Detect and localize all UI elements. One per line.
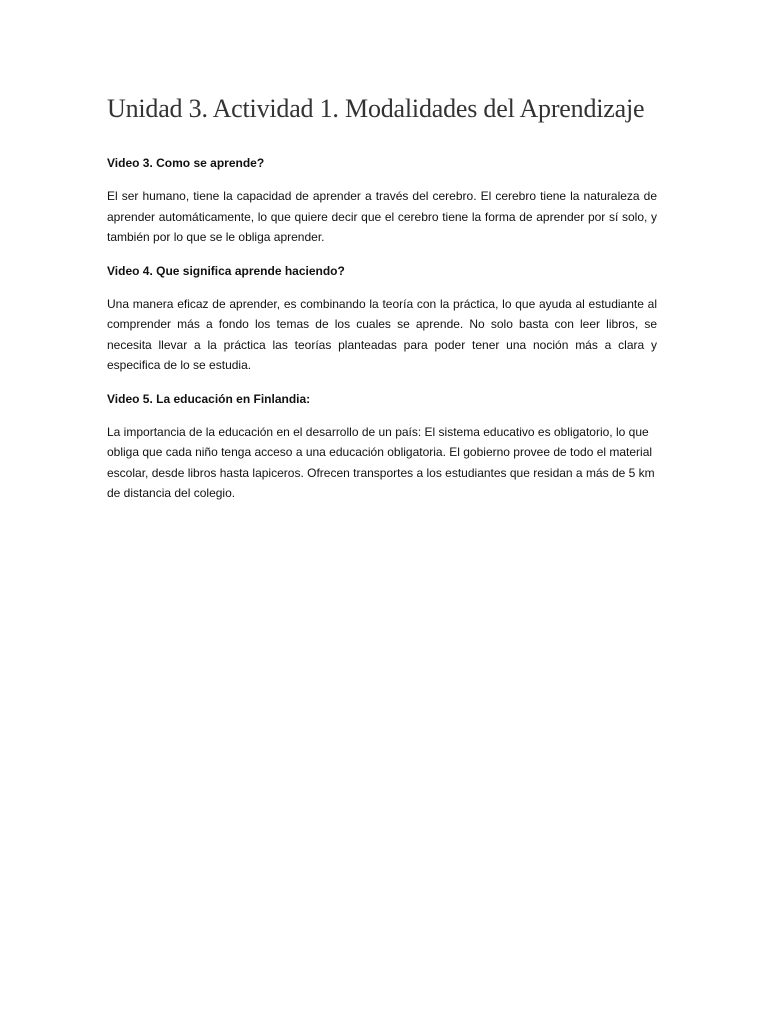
document-title: Unidad 3. Actividad 1. Modalidades del Aprendizaje <box>107 94 645 123</box>
section-video-4 <box>107 262 657 376</box>
section-paragraph: Una manera eficaz de aprender, es combinando la teoría con la práctica, lo que ayuda al estudiante al comprender más a fondo los temas de los cuales se aprende. No solo basta con leer libros, se necesita llevar a la práctica las teorías planteadas para poder tener una noción más a clara y especifica de lo se estudia. <box>107 296 657 372</box>
section-heading: Video 4. Que significa aprende haciendo? <box>107 263 345 278</box>
section-heading: Video 3. Como se aprende? <box>107 156 265 170</box>
section-paragraph: El ser humano, tiene la capacidad de aprender a través del cerebro. El cerebro tiene la naturaleza de aprender automáticamente, lo que quiere decir que el cerebro tiene la forma de aprender por sí solo, y también por lo que se le obliga aprender. <box>107 189 657 244</box>
document-page <box>107 92 657 518</box>
section-paragraph: La importancia de la educación en el desarrollo de un país: El sistema educativo es obligatorio, lo que obliga que cada niño tenga acceso a una educación obligatoria. El gobierno provee de todo el material escolar, desde libros hasta lapiceros. Ofrecen transportes a los estudiantes que residan a más de 5 km de distancia del colegio. <box>107 424 655 500</box>
section-video-5 <box>107 390 657 504</box>
section-heading: Video 5. La educación en Finlandia: <box>107 391 311 406</box>
section-video-3 <box>107 154 657 248</box>
